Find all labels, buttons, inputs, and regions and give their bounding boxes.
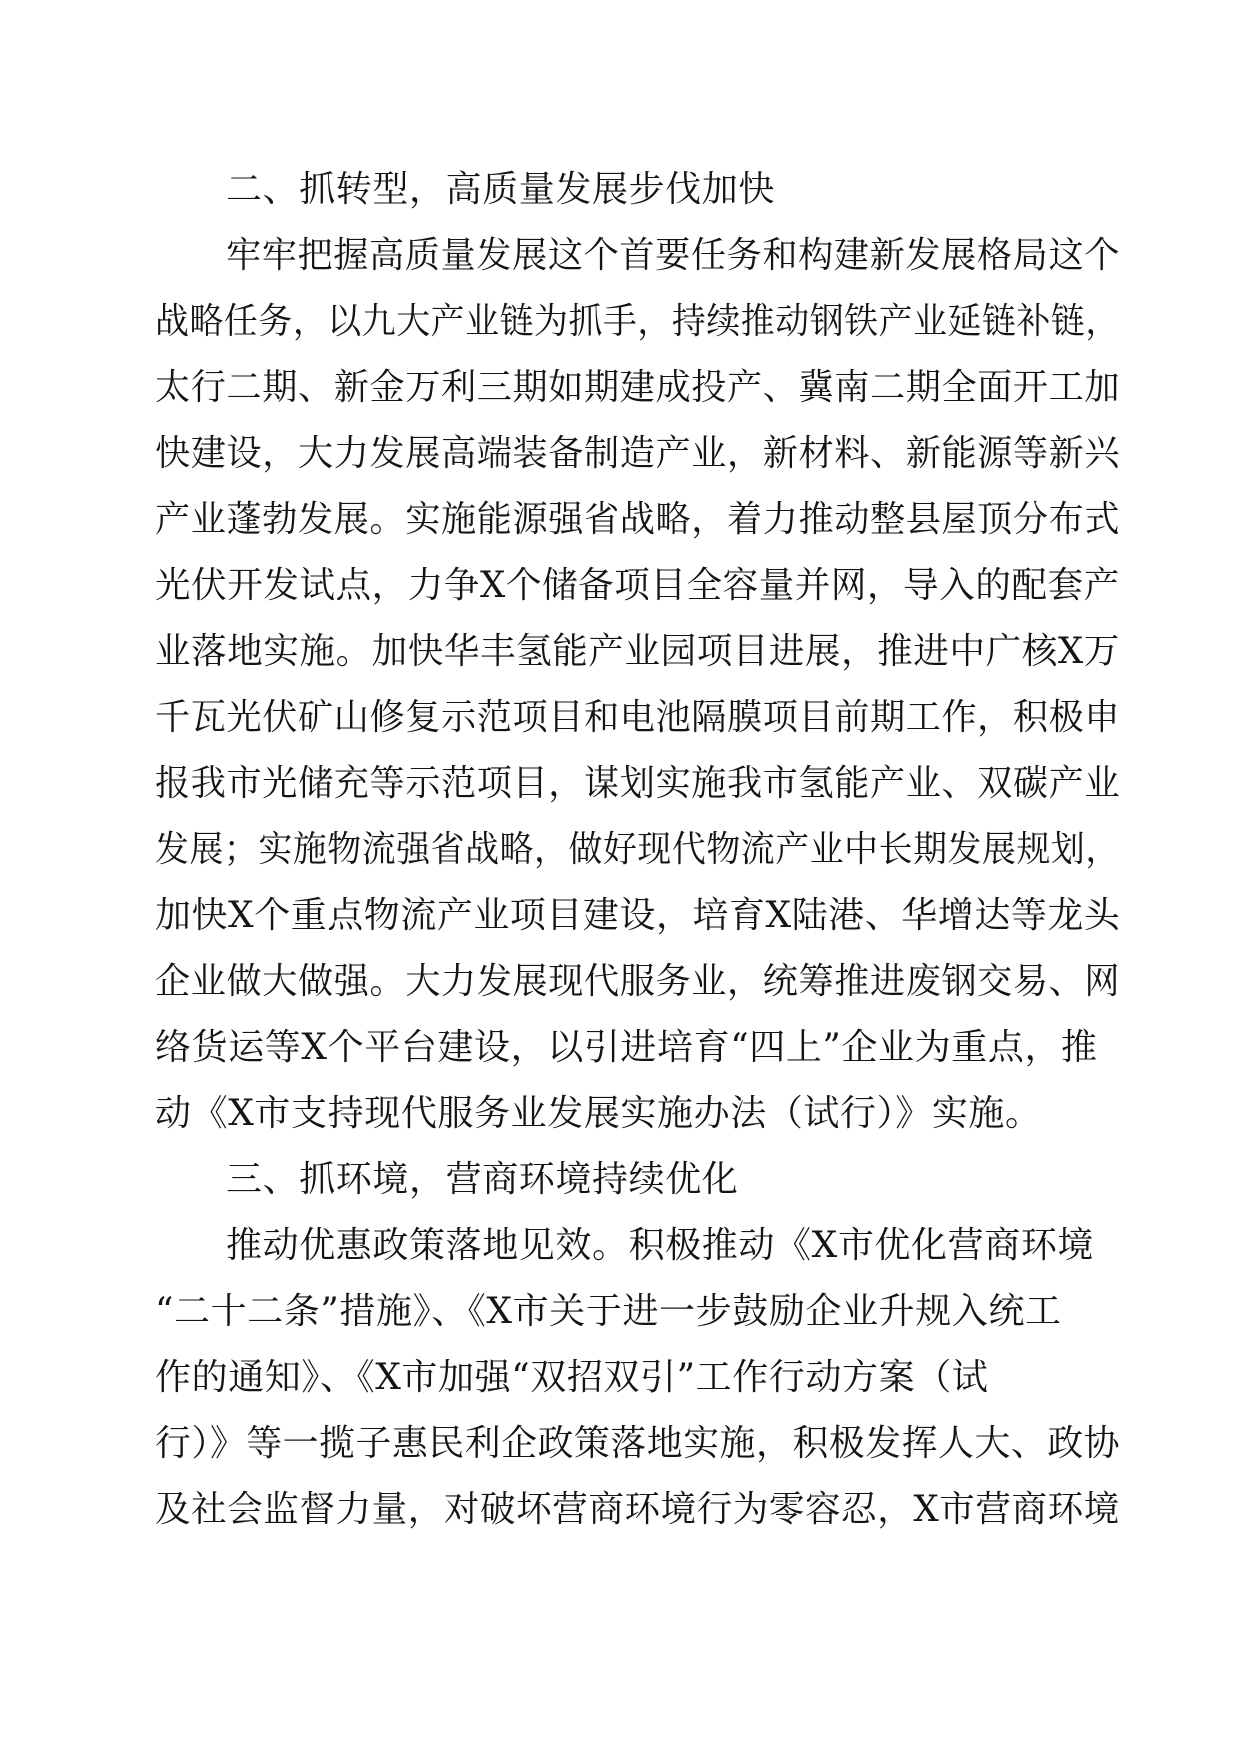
paragraph-line: 快建设，大力发展高端装备制造产业，新材料、新能源等新兴 xyxy=(155,433,1121,474)
paragraph-line: 加快X个重点物流产业项目建设，培育X陆港、华增达等龙头 xyxy=(155,895,1121,936)
paragraph-line: 光伏开发试点，力争X个储备项目全容量并网，导入的配套产 xyxy=(155,565,1120,606)
section-heading-2: 二、抓转型，高质量发展步伐加快 xyxy=(226,169,776,210)
section-heading-3: 三、抓环境，营商环境持续优化 xyxy=(226,1159,739,1200)
paragraph-line: 推动优惠政策落地见效。积极推动《X市优化营商环境 xyxy=(226,1225,1095,1266)
paragraph-line: 作的通知》、《X市加强“双招双引”工作行动方案（试 xyxy=(155,1357,989,1398)
paragraph-line: 业落地实施。加快华丰氢能产业园项目进展，推进中广核X万 xyxy=(155,631,1120,672)
paragraph-line: 企业做大做强。大力发展现代服务业，统筹推进废钢交易、网 xyxy=(155,961,1121,1002)
paragraph-line: 及社会监督力量，对破坏营商环境行为零容忍，X市营商环境 xyxy=(155,1489,1120,1530)
paragraph-line: 动《X市支持现代服务业发展实施办法（试行）》实施。 xyxy=(155,1093,1042,1134)
paragraph-line: “二十二条”措施》、《X市关于进一步鼓励企业升规入统工 xyxy=(155,1291,1062,1332)
paragraph-line: 千瓦光伏矿山修复示范项目和电池隔膜项目前期工作，积极申 xyxy=(155,697,1121,738)
paragraph-line: 报我市光储充等示范项目，谋划实施我市氢能产业、双碳产业 xyxy=(155,763,1121,804)
paragraph-line: 战略任务，以九大产业链为抓手，持续推动钢铁产业延链补链， xyxy=(155,301,1120,342)
paragraph-line: 络货运等X个平台建设，以引进培育“四上”企业为重点，推 xyxy=(155,1027,1098,1068)
paragraph-line: 太行二期、新金万利三期如期建成投产、冀南二期全面开工加 xyxy=(155,367,1121,408)
paragraph-line: 发展；实施物流强省战略，做好现代物流产业中长期发展规划， xyxy=(155,829,1120,870)
paragraph-line: 牢牢把握高质量发展这个首要任务和构建新发展格局这个 xyxy=(226,235,1120,276)
paragraph-line: 行）》等一揽子惠民利企政策落地实施，积极发挥人大、政协 xyxy=(155,1423,1121,1464)
paragraph-line: 产业蓬勃发展。实施能源强省战略，着力推动整县屋顶分布式 xyxy=(155,499,1121,540)
